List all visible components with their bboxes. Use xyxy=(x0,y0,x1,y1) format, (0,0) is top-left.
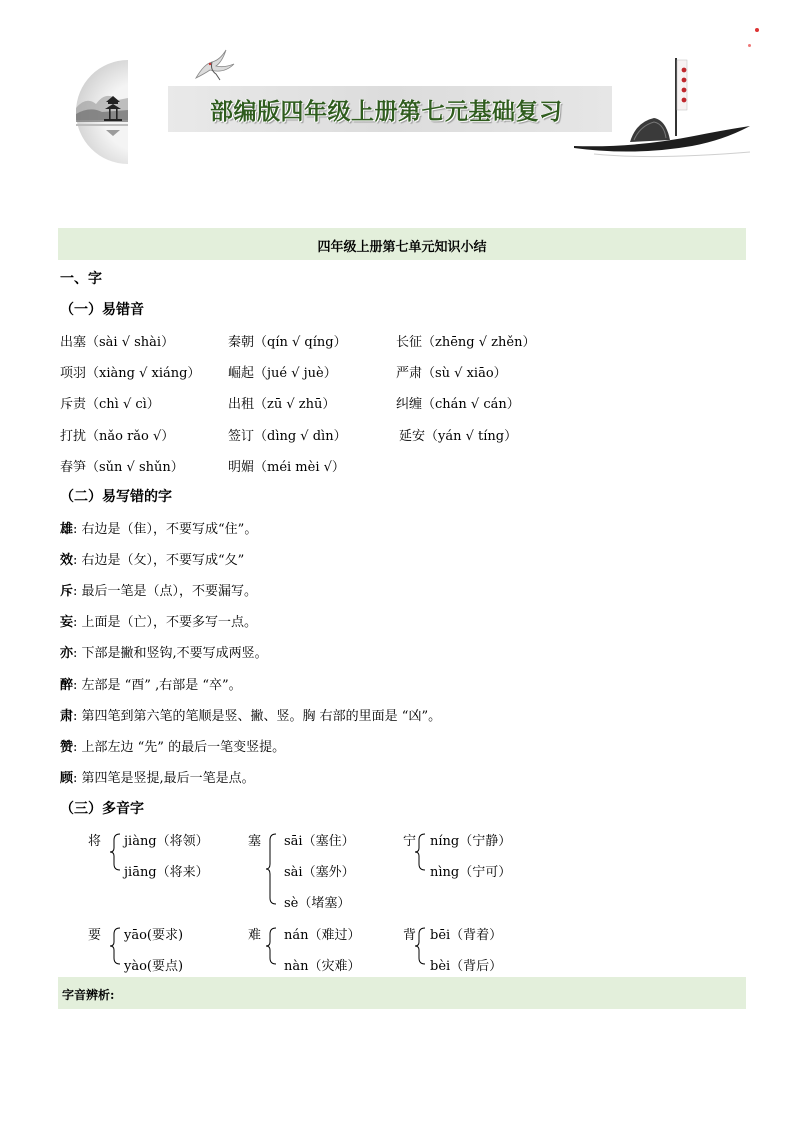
brace-icon xyxy=(264,832,278,906)
polyphonic-reading: sài（塞外） xyxy=(284,865,355,880)
pronunciation-item: 明媚（méi mèi √） xyxy=(228,460,345,475)
list-item-text: : 最后一笔是（点），不要漏写。 xyxy=(73,584,258,599)
polyphonic-reading: bèi（背后） xyxy=(430,959,503,974)
list-item-char: 赞 xyxy=(60,740,74,755)
pronunciation-item: 出租（zū √ zhū） xyxy=(228,397,336,412)
list-item xyxy=(60,642,268,661)
polyphonic-char: 将 xyxy=(88,834,102,849)
polyphonic-reading: jiàng（将领） xyxy=(124,834,209,849)
list-item-char: 斥 xyxy=(60,584,74,599)
list-item-text: : 上部左边 “先” 的最后一笔变竖提。 xyxy=(73,740,286,755)
landscape-disc-decoration xyxy=(76,60,128,164)
brace-icon xyxy=(108,926,122,966)
polyphonic-reading: nàn（灾难） xyxy=(284,959,361,974)
polyphonic-char: 背 xyxy=(403,928,417,943)
pronunciation-item: 严肃（sù √ xiāo） xyxy=(396,366,507,381)
summary-band xyxy=(58,228,746,260)
pronunciation-item: 春笋（sǔn √ shǔn） xyxy=(60,460,184,475)
list-item xyxy=(60,611,257,630)
pronunciation-item: 项羽（xiàng √ xiáng） xyxy=(60,366,201,381)
list-item xyxy=(60,736,285,755)
decor-dot xyxy=(748,44,751,47)
polyphonic-reading: nìng（宁可） xyxy=(430,865,512,880)
pavilion-icon xyxy=(76,60,128,164)
pronunciation-item: 延安（yán √ tíng） xyxy=(399,429,518,444)
list-item-char: 亦 xyxy=(60,646,74,661)
polyphonic-reading: jiāng（将来） xyxy=(124,865,209,880)
decor-dot xyxy=(755,28,759,32)
part-heading-writing: （二）易写错的字 xyxy=(60,489,172,505)
list-item-text: : 第四笔到第六笔的笔顺是竖、撇、竖。胸 右部的里面是 “凶”。 xyxy=(73,709,442,724)
polyphonic-char: 宁 xyxy=(403,834,417,849)
list-item-text: : 上面是（亡），不要多写一点。 xyxy=(73,615,258,630)
crane-icon xyxy=(190,44,238,84)
part-heading-polyphonic: （三）多音字 xyxy=(60,801,144,817)
pronunciation-item: 签订（dìng √ dìn） xyxy=(228,429,347,444)
list-item xyxy=(60,705,441,724)
list-item-text: : 右边是（隹），不要写成“住”。 xyxy=(73,522,258,537)
pronunciation-item: 纠缠（chán √ cán） xyxy=(396,397,520,412)
list-item xyxy=(60,580,257,599)
polyphonic-reading: nán（难过） xyxy=(284,928,361,943)
list-item-text: : 第四笔是竖提,最后一笔是点。 xyxy=(73,771,255,786)
pronunciation-analysis-band xyxy=(58,977,746,1009)
part-heading-pronunciation: （一）易错音 xyxy=(60,302,144,318)
list-item-text: : 右边是（攵），不要写成“夂” xyxy=(73,553,245,568)
brace-icon xyxy=(108,832,122,872)
section-heading: 一、字 xyxy=(60,271,102,287)
pronunciation-item: 秦朝（qín √ qíng） xyxy=(228,335,347,350)
polyphonic-reading: níng（宁静） xyxy=(430,834,512,849)
list-item-char: 肃 xyxy=(60,709,74,724)
boat-icon xyxy=(574,52,754,168)
list-item-char: 妄 xyxy=(60,615,74,630)
summary-title: 四年级上册第七单元知识小结 xyxy=(317,240,487,255)
polyphonic-reading: sāi（塞住） xyxy=(284,834,355,849)
pronunciation-item: 出塞（sài √ shài） xyxy=(60,335,175,350)
pronunciation-item: 长征（zhēng √ zhěn） xyxy=(396,335,536,350)
list-item xyxy=(60,518,257,537)
pronunciation-item: 斥责（chì √ cì） xyxy=(60,397,160,412)
pronunciation-item: 崛起（jué √ juè） xyxy=(228,366,337,381)
brace-icon xyxy=(413,926,427,966)
pronunciation-analysis-title: 字音辨析: xyxy=(62,988,115,1002)
brace-icon xyxy=(264,926,278,966)
list-item xyxy=(60,674,242,693)
polyphonic-char: 难 xyxy=(248,928,262,943)
list-item-text: : 下部是撇和竖钩,不要写成两竖。 xyxy=(73,646,268,661)
list-item-char: 雄 xyxy=(60,522,74,537)
list-item-text: : 左部是 “酉” ,右部是 “卒”。 xyxy=(73,678,242,693)
list-item xyxy=(60,549,244,568)
polyphonic-reading: sè（堵塞） xyxy=(284,896,351,911)
brace-icon xyxy=(413,832,427,872)
polyphonic-reading: yāo(要求) xyxy=(124,928,184,943)
page-title: 部编版四年级上册第七元基础复习 xyxy=(210,99,563,125)
list-item-char: 效 xyxy=(60,553,74,568)
polyphonic-char: 塞 xyxy=(248,834,262,849)
polyphonic-reading: bēi（背着） xyxy=(430,928,503,943)
polyphonic-reading: yào(要点) xyxy=(124,959,184,974)
pronunciation-item: 打扰（nǎo rǎo √） xyxy=(60,429,175,444)
polyphonic-char: 要 xyxy=(88,928,102,943)
list-item-char: 醉 xyxy=(60,678,74,693)
list-item-char: 顾 xyxy=(60,771,74,786)
list-item xyxy=(60,767,255,786)
